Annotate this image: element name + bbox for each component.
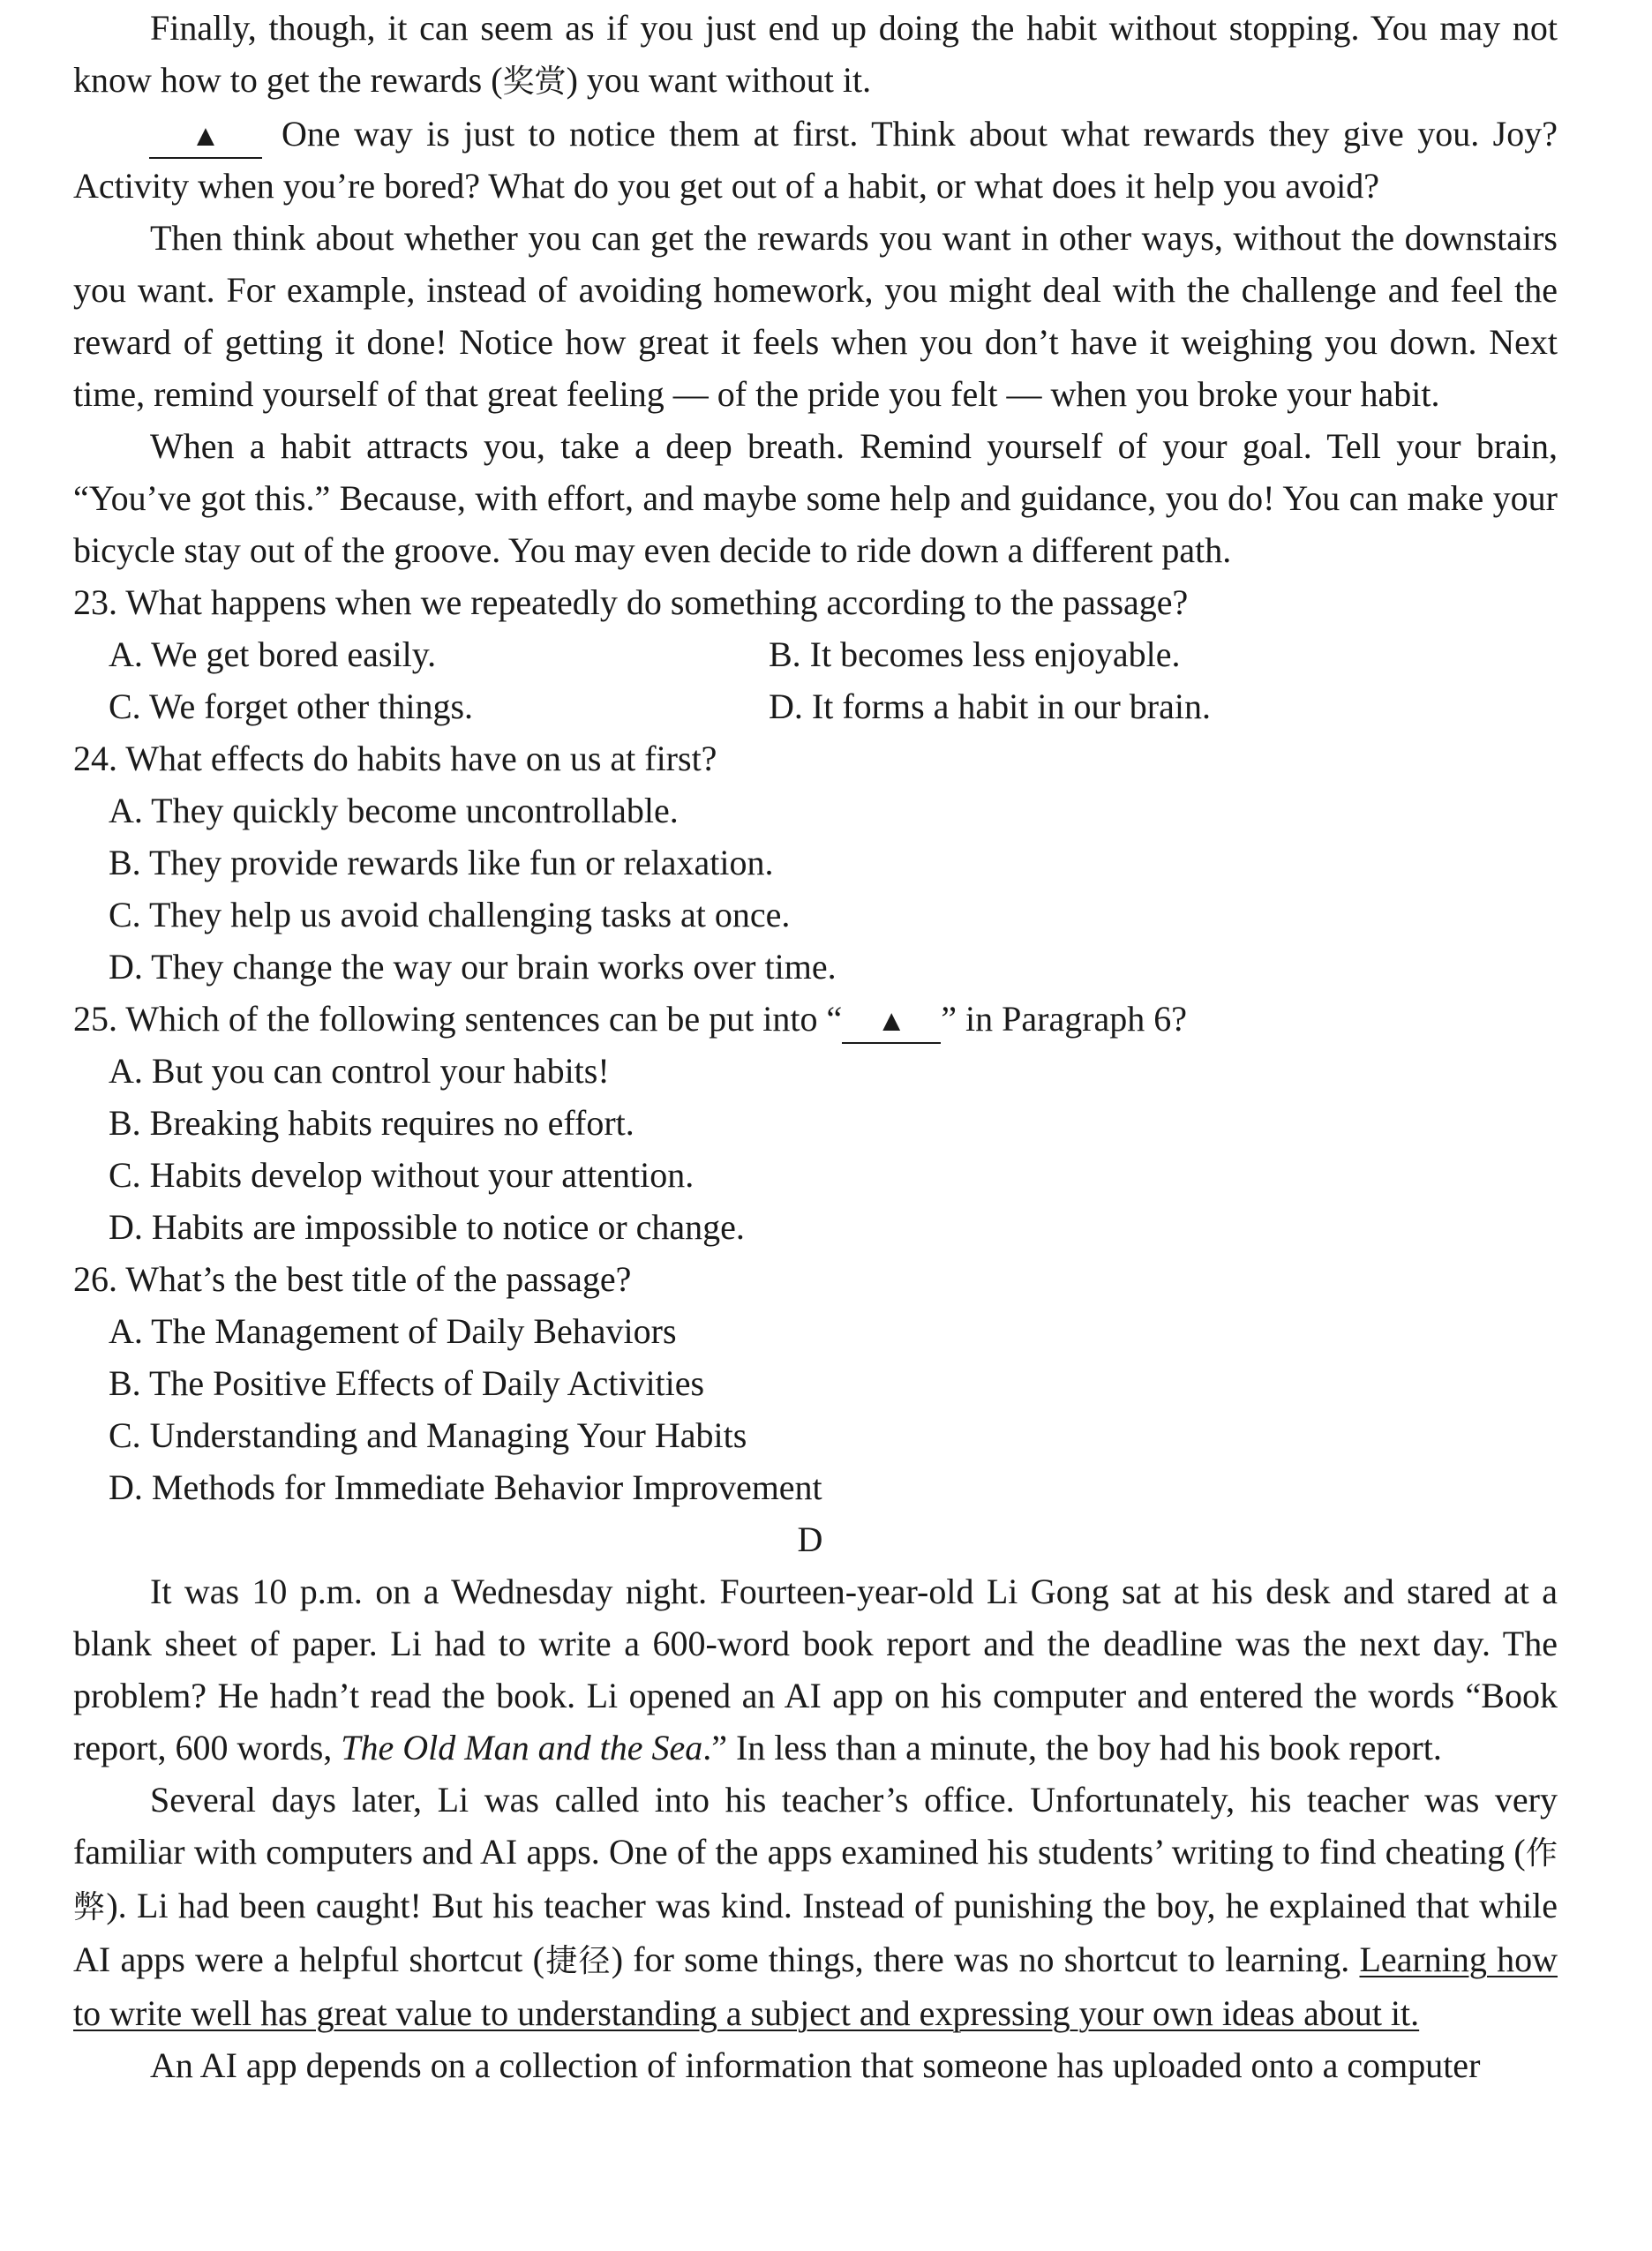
chinese-gloss-rewards: 奖赏 xyxy=(502,64,567,100)
paragraph-finally-text-a: Finally, though, it can seem as if you just end up doing the habit without stopping. You may not know how to get the rewards ( xyxy=(73,8,1558,100)
passage-d-p1-text-a: It was 10 p.m. on a Wednesday night. Fourteen-year-old Li Gong sat at his desk and stared at a blank sheet of paper. Li had to write a 600-word book report and the deadline was the next day. The problem? He hadn’t read the book. Li opened an AI app on his computer and entered the words “Book report, 600 words, xyxy=(73,1572,1558,1767)
question-23-option-d: D. It forms a habit in our brain. xyxy=(769,687,1211,726)
paragraph-finally xyxy=(73,2,1558,108)
question-23-options-row-2 xyxy=(73,680,1558,732)
question-26-option-a: A. The Management of Daily Behaviors xyxy=(109,1311,677,1351)
passage-d-p2-text-c: ) for some things, there was no shortcut to learning. xyxy=(611,1940,1360,1979)
passage-d-p2-text-b: ). Li had been caught! But his teacher was kind. Instead of punishing the boy, he explained that while AI apps were a helpful shortcut ( xyxy=(73,1886,1558,1979)
question-23-option-c: C. We forget other things. xyxy=(109,687,474,726)
question-26-option-d: D. Methods for Immediate Behavior Improvement xyxy=(109,1467,822,1507)
section-heading-d: D xyxy=(797,1519,823,1559)
document-page xyxy=(73,2,1558,2091)
question-24-option-d: D. They change the way our brain works over time. xyxy=(109,947,837,987)
underlined-sentence: Learning how to write well has great value to understanding a subject and expressing your own ideas about it. xyxy=(73,1940,1558,2033)
triangle-marker-icon: ▲ xyxy=(191,120,221,153)
paragraph-when-text: When a habit attracts you, take a deep breath. Remind yourself of your goal. Tell your brain, “You’ve got this.” Because, with effort, and maybe some help and guidance, you do! You can make your bicycle stay out of the groove. You may even decide to ride down a different path. xyxy=(73,426,1558,570)
question-23-option-b: B. It becomes less enjoyable. xyxy=(769,634,1181,674)
book-title: The Old Man and the Sea xyxy=(341,1728,703,1767)
question-25-stem-a: 25. Which of the following sentences can be put into “ xyxy=(73,999,843,1039)
chinese-gloss-cheating: 作弊 xyxy=(73,1835,1558,1925)
passage-d-paragraph-1 xyxy=(73,1565,1558,1774)
question-24-option-a: A. They quickly become uncontrollable. xyxy=(109,791,679,830)
paragraph-when xyxy=(73,420,1558,576)
question-26-option-c: C. Understanding and Managing Your Habits xyxy=(109,1415,747,1455)
paragraph-then xyxy=(73,212,1558,420)
passage-d-p3-text: An AI app depends on a collection of information that someone has uploaded onto a computer xyxy=(150,2045,1481,2085)
chinese-gloss-shortcut: 捷径 xyxy=(544,1943,612,1979)
passage-d-p1-text-b: .” In less than a minute, the boy had his book report. xyxy=(702,1728,1442,1767)
question-25-option-a: A. But you can control your habits! xyxy=(109,1051,610,1091)
paragraph-one-way-text: One way is just to notice them at first. Think about what rewards they give you. Joy? Activity when you’re bored? What do you get out of a habit, or what does it help you avoid? xyxy=(73,114,1558,206)
question-25-option-c: C. Habits develop without your attention. xyxy=(109,1155,695,1195)
question-25-blank xyxy=(842,999,941,1044)
question-23-option-a: A. We get bored easily. xyxy=(109,634,437,674)
paragraph-then-text: Then think about whether you can get the rewards you want in other ways, without the downstairs you want. For example, instead of avoiding homework, you might deal with the challenge and feel the reward of getting it done! Notice how great it feels when you don’t have it weighing you down. Next time, remind yourself of that great feeling — of the pride you felt — when you broke your habit. xyxy=(73,218,1558,414)
question-25-stem-b: ” in Paragraph 6? xyxy=(941,999,1188,1039)
answer-blank xyxy=(149,114,262,159)
question-23-options-row-1 xyxy=(73,628,1558,680)
question-23-stem: 23. What happens when we repeatedly do something according to the passage? xyxy=(73,582,1189,622)
passage-d-p2-text-a: Several days later, Li was called into his teacher’s office. Unfortunately, his teacher was very familiar with computers and AI apps. One of the apps examined his students’ writing to find cheating ( xyxy=(73,1780,1558,1872)
triangle-marker-icon: ▲ xyxy=(876,1005,907,1038)
question-24-stem: 24. What effects do habits have on us at first? xyxy=(73,739,717,778)
question-25-option-d: D. Habits are impossible to notice or change. xyxy=(109,1207,745,1247)
question-26-stem: 26. What’s the best title of the passage? xyxy=(73,1259,632,1299)
paragraph-finally-text-b: ) you want without it. xyxy=(566,60,872,100)
passage-d-paragraph-2 xyxy=(73,1774,1558,2039)
paragraph-one-way xyxy=(73,108,1558,212)
passage-d-paragraph-3 xyxy=(73,2039,1558,2091)
question-24-option-c: C. They help us avoid challenging tasks at once. xyxy=(109,895,791,934)
question-24-option-b: B. They provide rewards like fun or relaxation. xyxy=(109,843,774,882)
question-25-option-b: B. Breaking habits requires no effort. xyxy=(109,1103,635,1143)
question-26-option-b: B. The Positive Effects of Daily Activities xyxy=(109,1363,705,1403)
question-25-stem xyxy=(73,993,1558,1045)
